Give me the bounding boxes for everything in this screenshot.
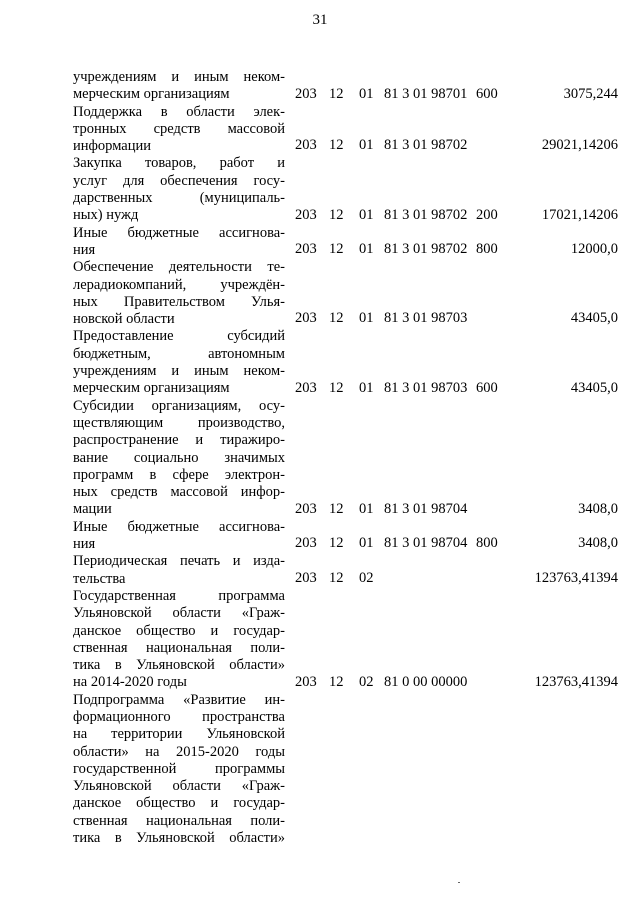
table-row [73,519,618,554]
amount: 29021,14206 [541,137,618,154]
code-rz: 12 [329,137,344,154]
table-row [73,328,618,397]
amount: 43405,0 [570,379,618,396]
code-rz: 12 [329,673,344,690]
table-row [73,225,618,260]
name-line: Периодическая печать и изда- [73,553,285,570]
code-rz: 12 [329,206,344,223]
code-csr: 81 3 01 98702 [384,137,468,154]
code-rz: 12 [329,379,344,396]
code-csr: 81 3 01 98703 [384,379,468,396]
table-row [73,553,618,588]
code-pr: 01 [359,137,374,154]
name-line: Иные бюджетные ассигнова- [73,518,285,535]
name-line: тика в Ульяновской области» [73,830,285,847]
name-line: ственная национальная поли- [73,639,285,656]
amount: 3408,0 [578,500,618,517]
name-line: учреждениям и иным неком- [73,363,285,380]
name-line: дарственных (муниципаль- [73,190,285,207]
name-line: программ в сфере электрон- [73,466,285,483]
name-line: мации [73,501,112,518]
name-line: Предоставление субсидий [73,328,285,345]
name-line: лерадиокомпаний, учреждён- [73,276,285,293]
code-ved: 203 [295,85,317,102]
name-line: новской области [73,311,175,328]
code-vr: 200 [476,206,498,223]
name-line: данское общество и государ- [73,795,285,812]
row-name [73,692,285,848]
row-codes [73,535,618,552]
row-codes [73,137,618,154]
name-line: на территории Ульяновской [73,726,285,743]
name-line: Подпрограмма «Развитие ин- [73,691,285,708]
code-pr: 02 [359,673,374,690]
name-line: тельства [73,570,126,587]
row-codes [73,207,618,224]
code-rz: 12 [329,310,344,327]
name-line: тика в Ульяновской области» [73,657,285,674]
table-row [73,398,618,519]
name-line: Обеспечение деятельности те- [73,259,285,276]
code-pr: 02 [359,569,374,586]
row-codes [73,86,618,103]
name-line: вание социально значимых [73,449,285,466]
code-csr: 81 3 01 98702 [384,206,468,223]
page-number: 31 [312,12,328,28]
code-ved: 203 [295,379,317,396]
table-row [73,259,618,328]
name-line: ния [73,536,96,553]
row-codes [73,380,618,397]
code-ved: 203 [295,310,317,327]
code-csr: 81 3 01 98702 [384,241,468,258]
name-line: услуг для обеспечения госу- [73,172,285,189]
name-line: бюджетным, автономным [73,345,285,362]
code-pr: 01 [359,241,374,258]
table-row [73,104,618,156]
code-pr: 01 [359,206,374,223]
code-vr: 600 [476,379,498,396]
amount: 123763,41394 [534,673,618,690]
name-line: на 2014-2020 годы [73,674,187,691]
name-line: данское общество и государ- [73,622,285,639]
name-line: Поддержка в области элек- [73,103,285,120]
amount: 12000,0 [570,241,618,258]
name-line: ных средств массовой инфор- [73,484,285,501]
code-pr: 01 [359,500,374,517]
name-line: Субсидии организациям, осу- [73,397,285,414]
name-line: Государственная программа [73,587,285,604]
name-line: ных Правительством Улья- [73,293,285,310]
code-ved: 203 [295,569,317,586]
name-line: ществляющим производство, [73,414,285,431]
table-row [73,588,618,692]
code-ved: 203 [295,137,317,154]
code-rz: 12 [329,500,344,517]
code-ved: 203 [295,241,317,258]
row-codes [73,241,618,258]
code-rz: 12 [329,569,344,586]
code-vr: 800 [476,535,498,552]
name-line: распространение и тиражиро- [73,432,285,449]
name-line: учреждениям и иным неком- [73,69,285,85]
code-pr: 01 [359,379,374,396]
name-line: формационного пространства [73,708,285,725]
amount: 43405,0 [570,310,618,327]
code-ved: 203 [295,206,317,223]
code-csr: 81 3 01 98703 [384,310,468,327]
name-line: Иные бюджетные ассигнова- [73,224,285,241]
code-rz: 12 [329,241,344,258]
amount: 3408,0 [578,535,618,552]
code-csr: 81 0 00 00000 [384,673,468,690]
row-codes [73,674,618,691]
amount: 3075,244 [563,85,618,102]
code-pr: 01 [359,535,374,552]
row-codes [73,501,618,518]
code-pr: 01 [359,85,374,102]
amount: 123763,41394 [534,569,618,586]
name-line: ния [73,241,96,258]
name-line: Закупка товаров, работ и [73,155,285,172]
row-codes [73,570,618,587]
name-line: мерческим организациям [73,86,230,103]
code-csr: 81 3 01 98704 [384,500,468,517]
code-pr: 01 [359,310,374,327]
table-row [73,692,618,848]
code-csr: 81 3 01 98701 [384,85,468,102]
name-line: Ульяновской области «Граж- [73,778,285,795]
amount: 17021,14206 [541,206,618,223]
code-ved: 203 [295,500,317,517]
table-row [73,69,618,104]
code-rz: 12 [329,85,344,102]
name-line: мерческим организациям [73,380,230,397]
name-line: ных) нужд [73,207,139,224]
code-ved: 203 [295,535,317,552]
budget-table [73,69,618,847]
code-vr: 600 [476,85,498,102]
scan-speck [458,882,460,883]
code-rz: 12 [329,535,344,552]
table-row [73,155,618,224]
name-line: области» на 2015-2020 годы [73,743,285,760]
name-line: информации [73,138,151,155]
row-codes [73,310,618,327]
code-csr: 81 3 01 98704 [384,535,468,552]
code-vr: 800 [476,241,498,258]
name-line: ственная национальная поли- [73,812,285,829]
code-ved: 203 [295,673,317,690]
name-line: Ульяновской области «Граж- [73,605,285,622]
name-line: тронных средств массовой [73,120,285,137]
name-line: государственной программы [73,760,285,777]
